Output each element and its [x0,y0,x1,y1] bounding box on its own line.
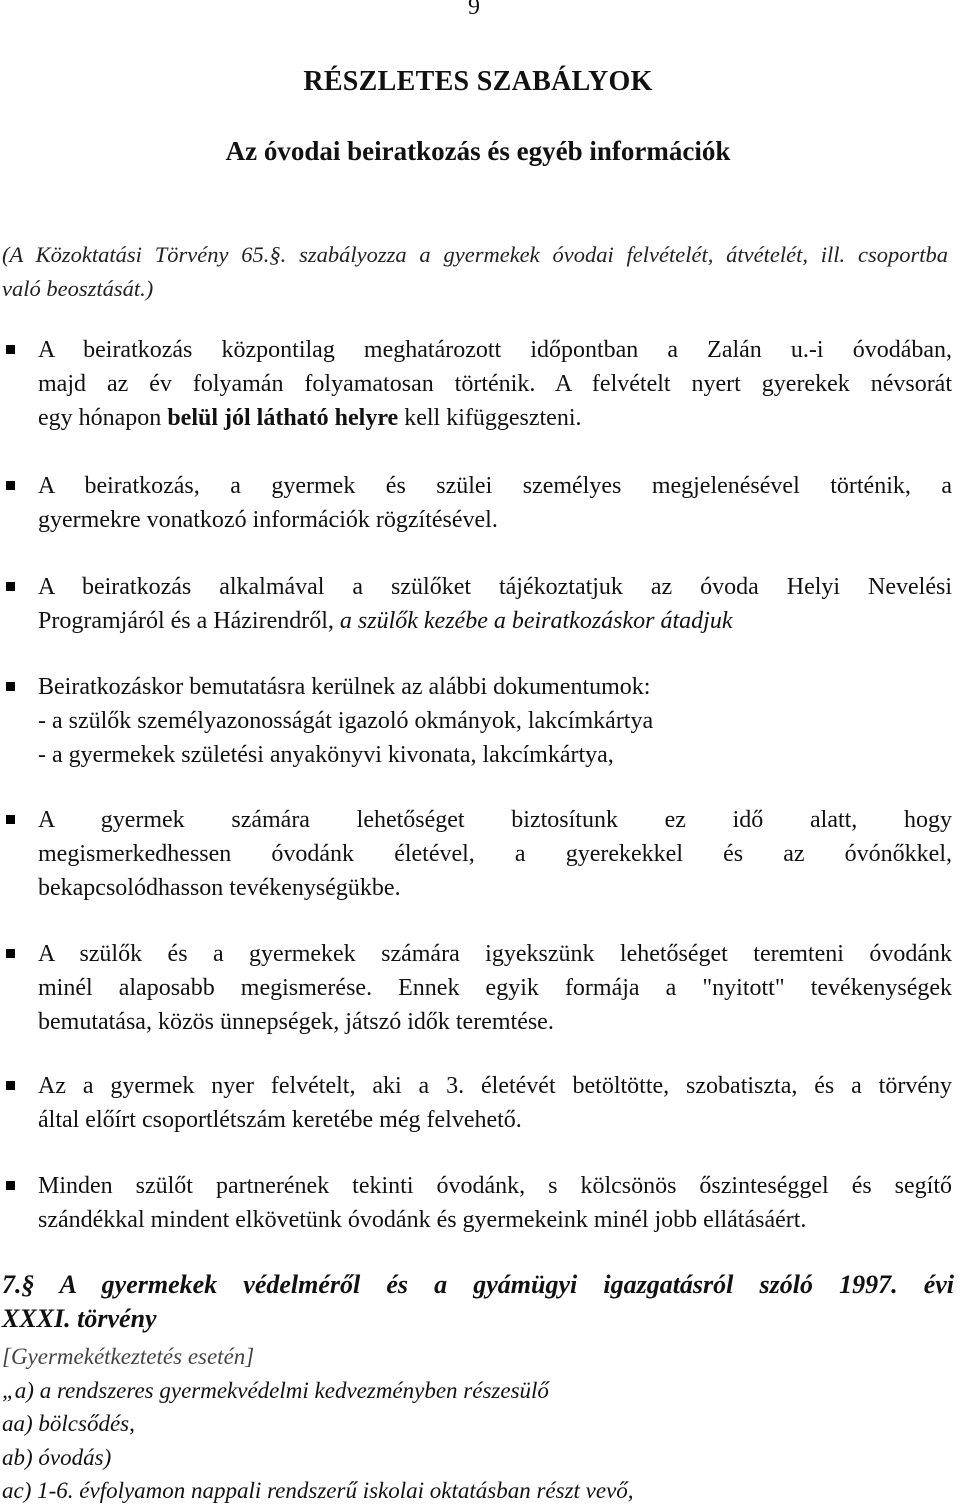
text-line: - a szülők személyazonosságát igazoló okmányok, lakcímkártya [38,708,654,734]
bullet-item [0,670,952,772]
bullet-item [0,469,952,537]
text-run: kell kifüggeszteni. [398,405,582,431]
text-line: Beiratkozáskor bemutatásra kerülnek az alábbi dokumentumok: [38,674,651,700]
intro-line: való beosztását.) [2,276,154,301]
bold-text: belül jól látható helyre [167,405,399,431]
text-line: bemutatása, közös ünnepségek, játszó idők teremtése. [38,1009,554,1035]
bullet-text [38,670,952,772]
page-title: RÉSZLETES SZABÁLYOK [303,66,653,97]
bullet-item [0,1169,952,1237]
text-run: egy hónapon [38,405,168,431]
text-line: által előírt csoportlétszám keretébe még felvehető. [38,1107,522,1133]
square-bullet-icon [6,1081,15,1090]
law-line: „a) a rendszeres gyermekvédelmi kedvezményben részesülő [2,1377,549,1403]
heading-line: XXXI. törvény [2,1304,157,1333]
text-line: bekapcsolódhasson tevékenységükbe. [38,875,401,901]
text-line: A beiratkozás központilag meghatározott időpontban a Zalán u.-i óvodában, [38,337,952,363]
law-line: aa) bölcsődés, [2,1411,135,1436]
square-bullet-icon [6,481,15,490]
bullet-item [0,570,952,638]
italic-text: a szülők kezébe a beiratkozáskor átadjuk [339,608,733,634]
text-line: A szülők és a gyermekek számára igyekszünk lehetőséget teremteni óvodánk [38,941,952,967]
square-bullet-icon [6,1181,15,1190]
bullet-text [38,803,952,905]
bullet-text [38,937,952,1039]
law-line: [Gyermekétkeztetés esetén] [2,1344,255,1369]
law-line: ab) óvodás) [2,1444,112,1470]
square-bullet-icon [6,949,15,958]
text-line: Minden szülőt partnerének tekinti óvodánk, s kölcsönös őszinteséggel és segítő [38,1173,952,1199]
square-bullet-icon [6,682,15,691]
text-line [38,604,952,638]
bullet-text [38,1069,952,1137]
text-line: szándékkal mindent elkövetünk óvodánk és gyermekeink minél jobb ellátásáért. [38,1207,807,1233]
bullet-item [0,1069,952,1137]
law-quote [2,1340,942,1508]
text-line: minél alaposabb megismerése. Ennek egyik formája a "nyitott" tevékenységek [38,975,952,1001]
law-line: ac) 1-6. évfolyamon nappali rendszerű iskolai oktatásban részt vevő, [2,1478,634,1503]
page-number: 9 [468,0,480,20]
text-line: A beiratkozás alkalmával a szülőket tájékoztatjuk az óvoda Helyi Nevelési [38,574,952,600]
bullet-item [0,803,952,905]
text-run: Programjáról és a Házirendről, [38,608,340,634]
section-heading [2,1268,954,1336]
intro-paragraph [2,238,948,306]
bullet-item [0,937,952,1039]
text-line: majd az év folyamán folyamatosan történik. A felvételt nyert gyerekek névsorát [38,371,952,397]
square-bullet-icon [6,815,15,824]
bullet-text [38,333,952,435]
text-line: A gyermek számára lehetőséget biztosítunk ez idő alatt, hogy [38,807,952,833]
bullet-item [0,333,952,435]
heading-line: 7.§ A gyermekek védelméről és a gyámügyi igazgatásról szóló 1997. évi [2,1270,954,1299]
text-line [38,401,952,435]
text-line: A beiratkozás, a gyermek és szülei személyes megjelenésével történik, a [38,473,952,499]
text-line: - a gyermekek születési anyakönyvi kivonata, lakcímkártya, [38,742,614,768]
text-line: megismerkedhessen óvodánk életével, a gyerekekkel és az óvónőkkel, [38,841,952,867]
square-bullet-icon [6,345,15,354]
text-line: gyermekre vonatkozó információk rögzítésével. [38,507,498,533]
text-line: Az a gyermek nyer felvételt, aki a 3. életévét betöltötte, szobatiszta, és a törvény [38,1073,952,1099]
page-subtitle: Az óvodai beiratkozás és egyéb információk [225,136,731,166]
bullet-text [38,1169,952,1237]
bullet-text [38,469,952,537]
square-bullet-icon [6,582,15,591]
bullet-text [38,570,952,638]
intro-line: (A Közoktatási Törvény 65.§. szabályozza a gyermekek óvodai felvételét, átvételét, ill. csoportba [2,242,948,267]
